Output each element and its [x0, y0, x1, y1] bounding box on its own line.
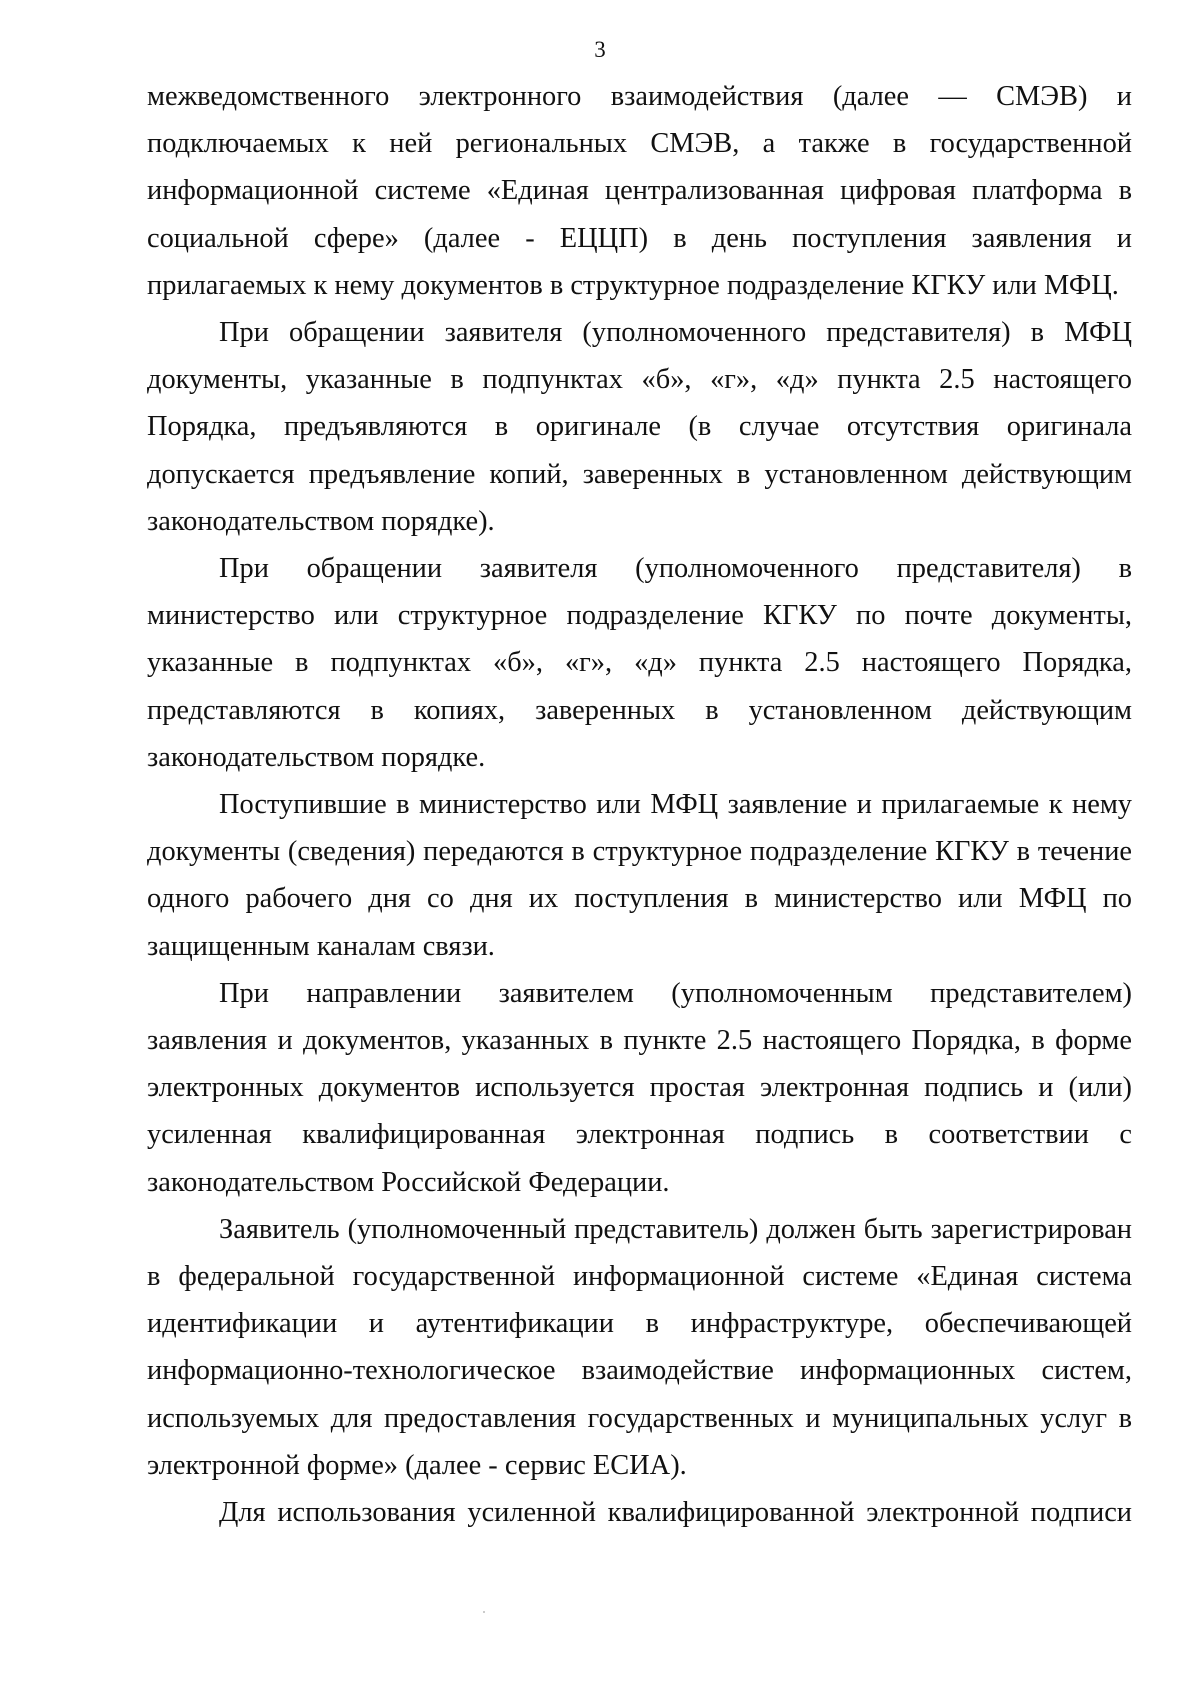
paragraph-postal-documents: При обращении заявителя (уполномоченного представителя) в министерство или структурное подразделение КГКУ по почте документы, указанные в подпунктах «б», «г», «д» пункта 2.5 настоящего Порядка, представляются в копиях, заверенных в установленном действующим законодательством порядке. [147, 553, 1132, 773]
paragraph-mfc-documents: При обращении заявителя (уполномоченного представителя) в МФЦ документы, указанные в подпунктах «б», «г», «д» пункта 2.5 настоящего Порядка, предъявляются в оригинале (в случае отсутствия оригинала допускается предъявление копий, заверенных в установленном действующим законодательством порядке). [147, 317, 1132, 537]
paragraph-transfer-to-kgku: Поступившие в министерство или МФЦ заявление и прилагаемые к нему документы (сведения) передаются в структурное подразделение КГКУ в течение одного рабочего дня со дня их поступления в министерство или МФЦ по защищенным каналам связи. [147, 789, 1132, 962]
paragraph-continuation: межведомственного электронного взаимодействия (далее — СМЭВ) и подключаемых к ней региональных СМЭВ, а также в государственной информационной системе «Единая централизованная цифровая платформа в социальной сфере» (далее - ЕЦЦП) в день поступления заявления и прилагаемых к нему документов в структурное подразделение КГКУ или МФЦ. [147, 81, 1132, 301]
document-body [147, 73, 1132, 1536]
scan-speck [483, 1611, 485, 1613]
page-number: 3 [594, 37, 606, 62]
paragraph-qualified-signature: Для использования усиленной квалифицированной электронной подписи [219, 1497, 1132, 1529]
paragraph-electronic-signature: При направлении заявителем (уполномоченным представителем) заявления и документов, указанных в пункте 2.5 настоящего Порядка, в форме электронных документов используется простая электронная подпись и (или) усиленная квалифицированная электронная подпись в соответствии с законодательством Российской Федерации. [147, 977, 1132, 1198]
paragraph-esia-registration: Заявитель (уполномоченный представитель) должен быть зарегистрирован в федеральной государственной информационной системе «Единая система идентификации и аутентификации в инфраструктуре, обеспечивающей информационно-технологическое взаимодействие информационных систем, используемых для предоставления государственных и муниципальных услуг в электронной форме» (далее - сервис ЕСИА). [147, 1213, 1132, 1481]
